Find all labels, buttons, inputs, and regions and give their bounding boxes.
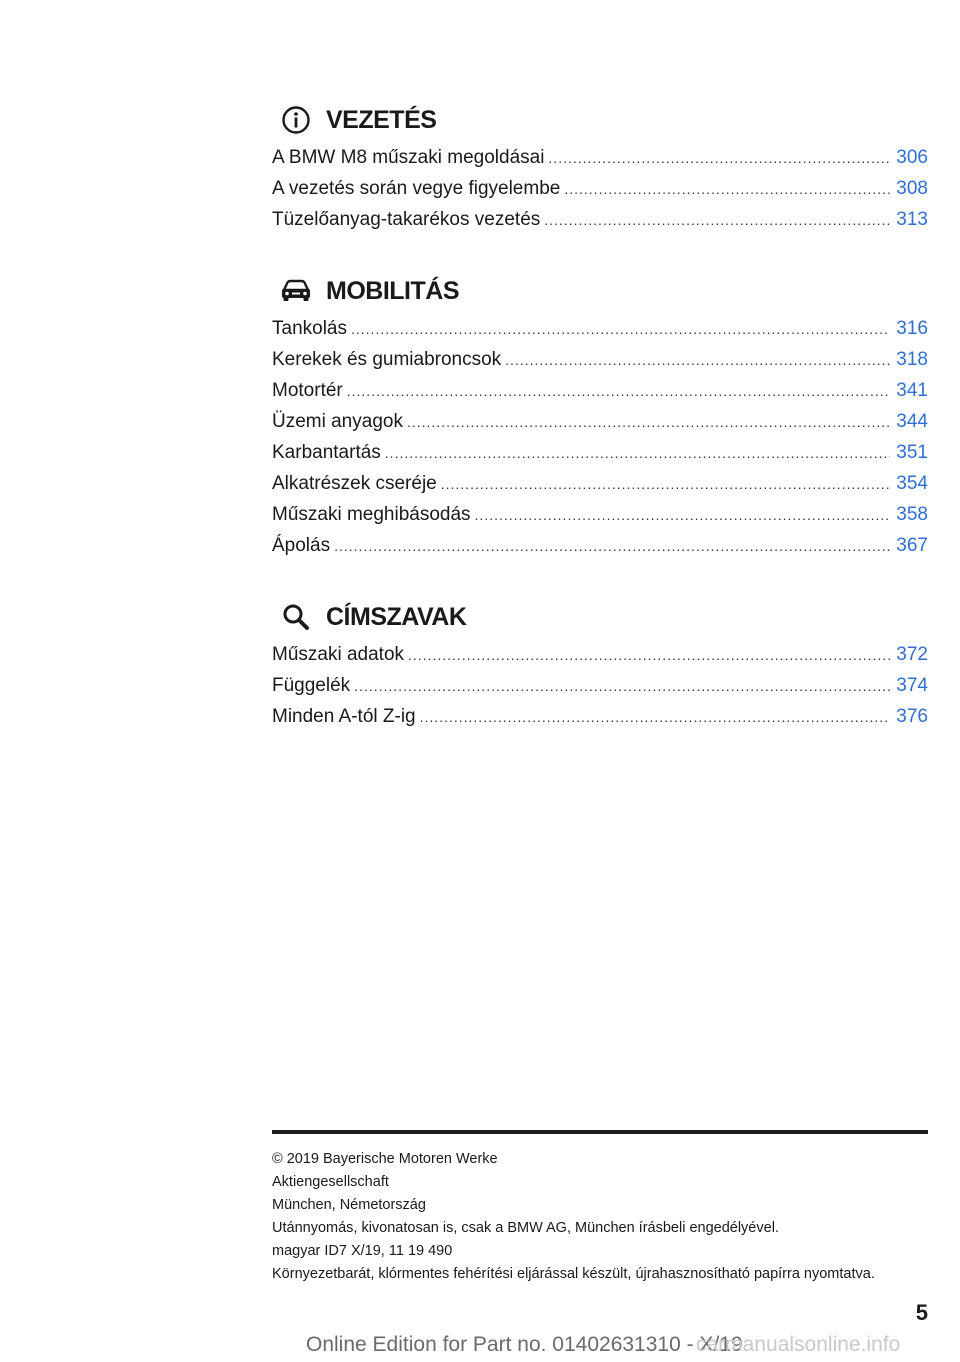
leader-dots [441,469,890,500]
car-icon [276,275,316,307]
leader-dots [548,143,890,174]
online-edition-note: Online Edition for Part no. 01402631310 - X/19 [306,1333,743,1356]
toc-label: Függelék [272,675,351,696]
toc-entry[interactable] [272,142,928,173]
leader-dots [420,702,890,733]
footer-divider [272,1130,928,1134]
toc-label: Karbantartás [272,442,381,463]
section-title: CÍMSZAVAK [326,602,467,631]
section-title: MOBILITÁS [326,276,459,305]
section-header [272,98,928,142]
toc-label: Motortér [272,380,343,401]
toc-page-link[interactable]: 318 [896,349,928,370]
toc-entry[interactable] [272,406,928,437]
toc-page-link[interactable]: 358 [896,504,928,525]
toc-label: Minden A-tól Z-ig [272,706,416,727]
toc-label: Alkatrészek cseréje [272,473,437,494]
toc-entry[interactable] [272,375,928,406]
leader-dots [564,174,890,205]
toc-page-link[interactable]: 344 [896,411,928,432]
toc-label: A vezetés során vegye figyelembe [272,178,561,199]
imprint-line: Környezetbarát, klórmentes fehérítési eljárással készült, újrahasznosítható papírra nyomtatva. [272,1266,875,1282]
toc-page-link[interactable]: 354 [896,473,928,494]
toc-entry[interactable] [272,670,928,701]
toc-page-link[interactable]: 372 [896,644,928,665]
toc-label: Műszaki meghibásodás [272,504,471,525]
imprint [272,1148,942,1286]
toc-label: Tüzelőanyag-takarékos vezetés [272,209,541,230]
leader-dots [334,531,890,562]
leader-dots [407,407,890,438]
toc-page-link[interactable]: 376 [896,706,928,727]
section-vezetes [272,98,928,235]
toc-page-link[interactable]: 313 [896,209,928,230]
toc-label: Kerekek és gumiabroncsok [272,349,502,370]
toc-page-link[interactable]: 367 [896,535,928,556]
toc-page-link[interactable]: 374 [896,675,928,696]
leader-dots [475,500,890,531]
toc-entry[interactable] [272,499,928,530]
toc-entry[interactable] [272,204,928,235]
leader-dots [351,314,890,345]
toc-entry[interactable] [272,173,928,204]
toc-entry[interactable] [272,313,928,344]
section-cimszavak [272,595,928,732]
section-mobilitas [272,269,928,561]
toc-entry[interactable] [272,701,928,732]
toc-page-link[interactable]: 341 [896,380,928,401]
toc-label: Tankolás [272,318,347,339]
imprint-line: München, Németország [272,1197,426,1213]
info-icon [276,104,316,136]
toc-entry[interactable] [272,468,928,499]
toc-page-link[interactable]: 308 [896,178,928,199]
section-header [272,269,928,313]
toc-entry[interactable] [272,530,928,561]
imprint-line: Utánnyomás, kivonatosan is, csak a BMW AG, München írásbeli engedélyével. [272,1220,779,1236]
toc-entry[interactable] [272,437,928,468]
section-header [272,595,928,639]
leader-dots [544,205,890,236]
leader-dots [347,376,890,407]
toc-page-link[interactable]: 306 [896,147,928,168]
search-icon [276,601,316,633]
toc-entry[interactable] [272,344,928,375]
imprint-line: © 2019 Bayerische Motoren Werke [272,1151,498,1167]
leader-dots [385,438,890,469]
toc-page-link[interactable]: 351 [896,442,928,463]
leader-dots [408,640,890,671]
imprint-line: magyar ID7 X/19, 11 19 490 [272,1243,453,1259]
imprint-line: Aktiengesellschaft [272,1174,389,1190]
leader-dots [505,345,890,376]
toc-label: Műszaki adatok [272,644,405,665]
table-of-contents [272,98,928,766]
toc-label: A BMW M8 műszaki megoldásai [272,147,545,168]
toc-label: Ápolás [272,535,331,556]
toc-label: Üzemi anyagok [272,411,403,432]
page-number: 5 [915,1300,928,1325]
toc-entry[interactable] [272,639,928,670]
watermark: carmanualsonline.info [696,1333,901,1356]
toc-page-link[interactable]: 316 [896,318,928,339]
leader-dots [354,671,890,702]
section-title: VEZETÉS [326,105,437,134]
